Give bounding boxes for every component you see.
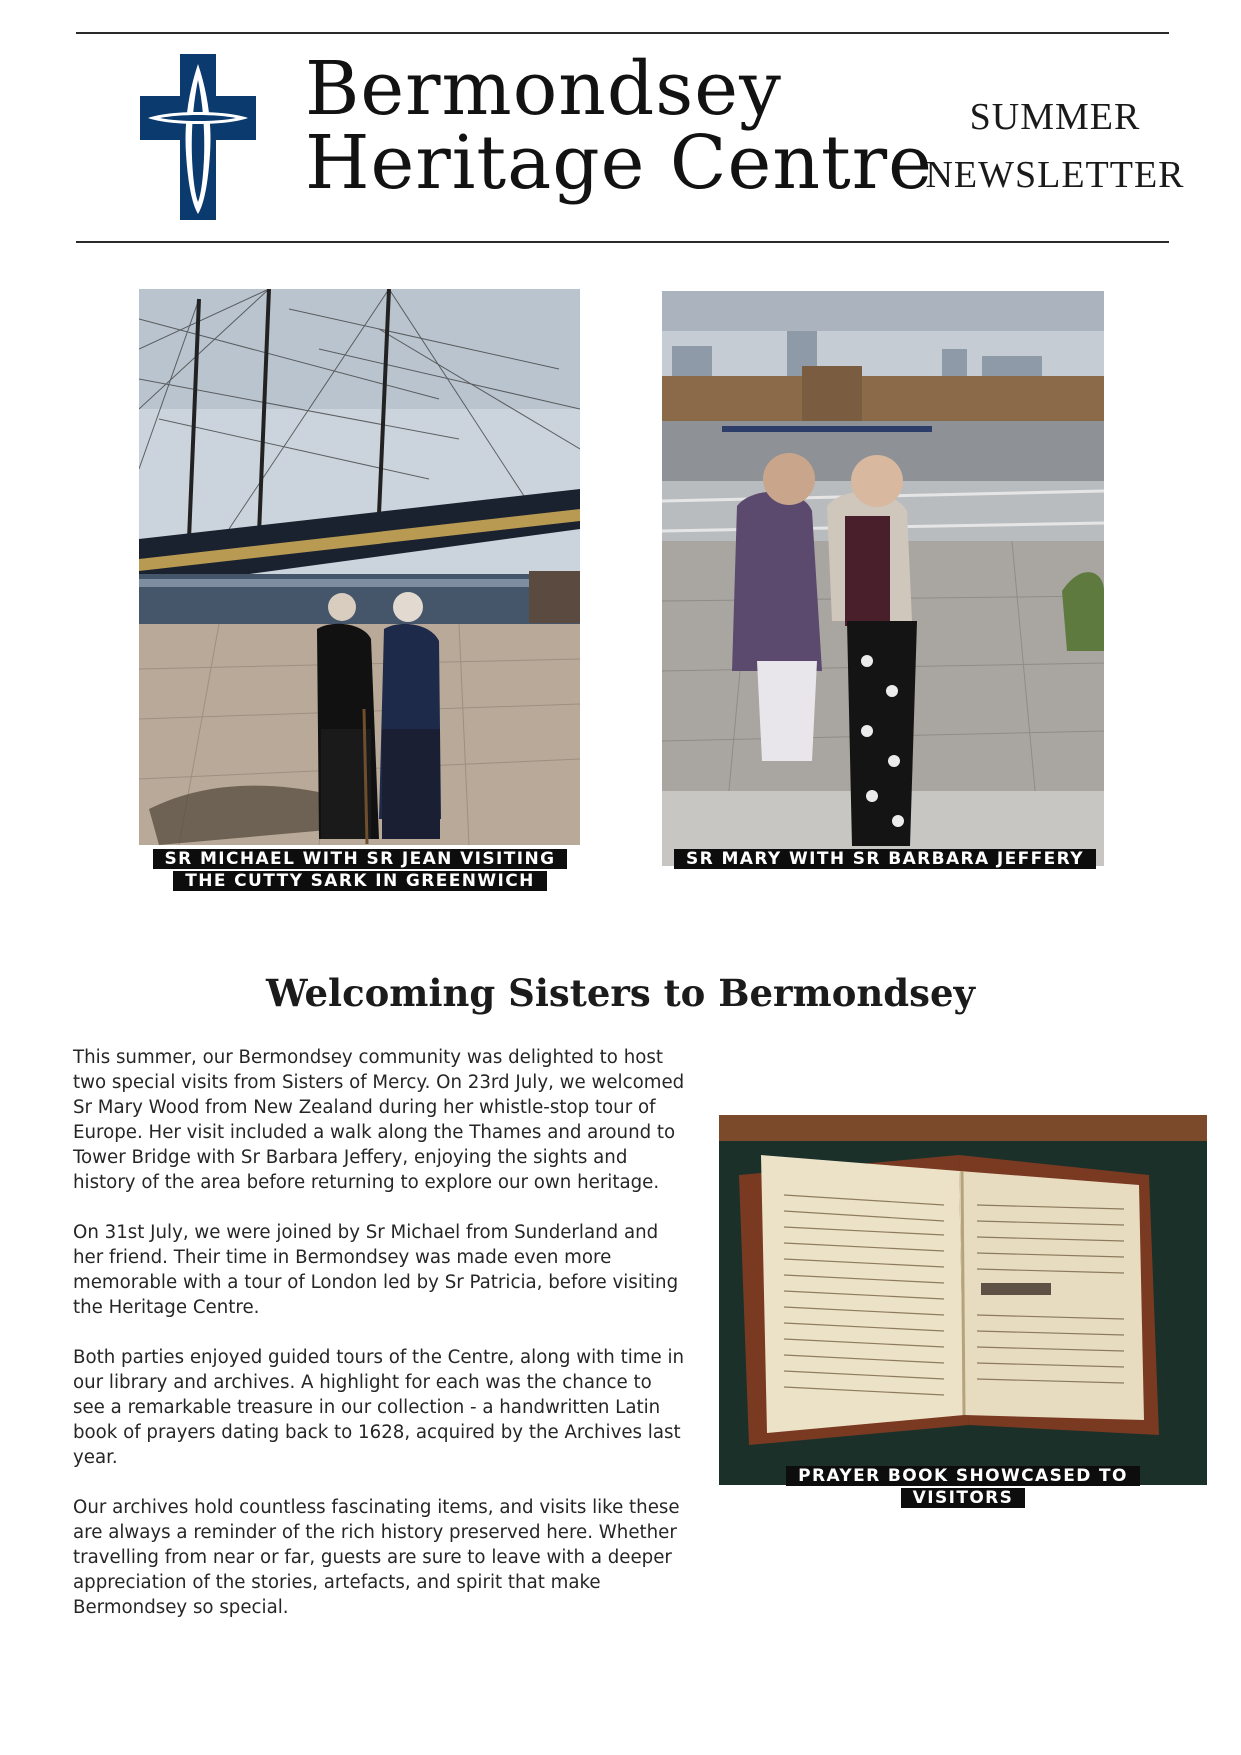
paragraph: This summer, our Bermondsey community was delighted to host two special visits from Sisters of Mercy. On 23rd July, we welcomed Sr Mary Wood from New Zealand during her whistle-stop tour of Europe. Her visit included a walk along the Thames and around to Tower Bridge with Sr Barbara Jeffery, enjoying the sights and history of the area before returning to explore our own heritage. — [73, 1047, 685, 1193]
brand-line-2: Heritage Centre — [305, 120, 933, 206]
paragraph: Both parties enjoyed guided tours of the Centre, along with time in our library and archives. A highlight for each was the chance to see a remarkable treasure in our collection - a handwritten Latin book of prayers dating back to 1628, acquired by the Archives last year. — [73, 1347, 685, 1468]
edition-line-1: SUMMER — [969, 96, 1141, 138]
photo-caption-prayer-book — [776, 1465, 1150, 1509]
photo-thames-walk — [662, 291, 1104, 866]
section-title: Welcoming Sisters to Bermondsey — [265, 970, 976, 1015]
edition-line-2: NEWSLETTER — [925, 154, 1185, 196]
cross-icon — [140, 54, 256, 220]
photo-caption-cutty-sark — [135, 848, 585, 892]
caption-text: SR MARY WITH SR BARBARA JEFFERY — [674, 849, 1096, 869]
caption-text: SR MICHAEL WITH SR JEAN VISITING THE CUTTY SARK IN GREENWICH — [153, 849, 568, 891]
photo-caption-thames — [660, 848, 1110, 870]
paragraph: On 31st July, we were joined by Sr Michael from Sunderland and her friend. Their time in Bermondsey was made even more memorable with a tour of London led by Sr Patricia, before visiting the Heritage Centre. — [73, 1222, 679, 1318]
paragraph: Our archives hold countless fascinating items, and visits like these are always a reminder of the rich history preserved here. Whether travelling from near or far, guests are sure to leave with a deeper appreciation of the stories, artefacts, and spirit that make Bermondsey so special. — [73, 1497, 680, 1618]
photo-prayer-book — [719, 1115, 1207, 1485]
brand-line-1: Bermondsey — [305, 46, 782, 132]
header-bottom-rule — [76, 241, 1169, 243]
caption-text: PRAYER BOOK SHOWCASED TO VISITORS — [786, 1466, 1140, 1508]
newsletter-edition — [920, 88, 1190, 204]
brand-title — [305, 46, 933, 206]
header-top-rule — [76, 32, 1169, 34]
article-body — [73, 1045, 685, 1645]
photo-cutty-sark — [139, 289, 580, 845]
